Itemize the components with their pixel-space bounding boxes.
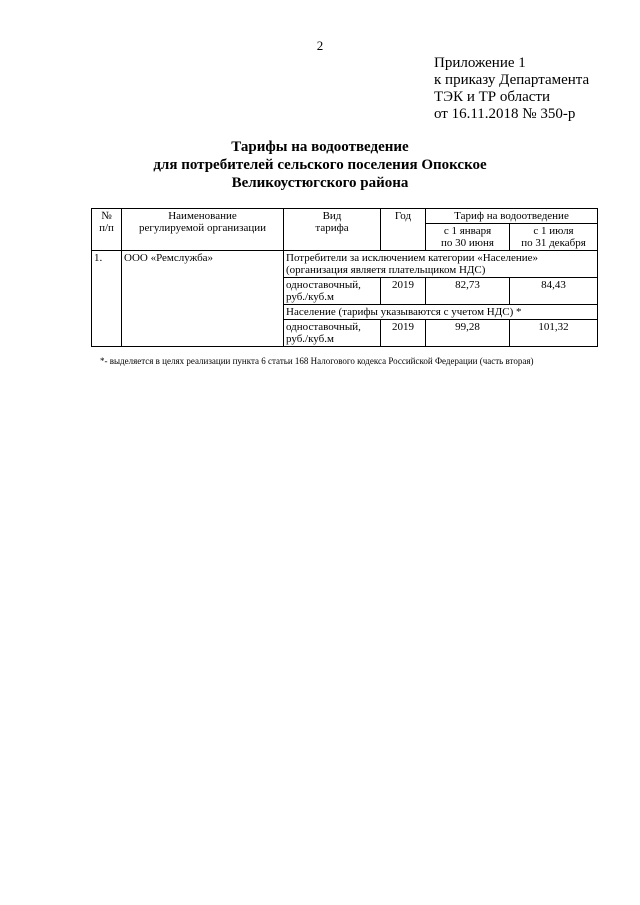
group-2-tariff-type-line-1: одноставочный,	[286, 321, 361, 333]
header-period-2-line-2: по 31 декабря	[521, 237, 586, 249]
appendix-line-4: от 16.11.2018 № 350-р	[434, 106, 576, 122]
header-number-line-2: п/п	[99, 222, 114, 234]
group-2-label: Население (тарифы указываются с учетом НДС) *	[284, 305, 598, 320]
title-line-2: для потребителей сельского поселения Опокское	[153, 157, 487, 173]
appendix-block	[434, 55, 589, 123]
group-1-tariff-type-line-2: руб./куб.м	[286, 291, 334, 303]
header-period-1-line-1: с 1 января	[443, 225, 492, 237]
title-line-3: Великоустюгского района	[231, 175, 409, 191]
tariff-table	[91, 208, 598, 347]
group-1-year: 2019	[381, 278, 426, 305]
header-tariff-type	[284, 209, 381, 251]
header-organization-line-1: Наименование	[168, 210, 237, 222]
appendix-line-2: к приказу Департамента	[434, 72, 590, 88]
group-1-label	[284, 251, 598, 278]
appendix-line-3: ТЭК и ТР области	[434, 89, 550, 105]
header-tariff-type-line-1: Вид	[322, 210, 342, 222]
appendix-line-1: Приложение 1	[434, 55, 526, 71]
header-organization	[122, 209, 284, 251]
header-tariff-type-line-2: тарифа	[315, 222, 349, 234]
header-period-2-line-1: с 1 июля	[533, 225, 574, 237]
group-1-label-line-1: Потребители за исключением категории «Население»	[286, 252, 539, 264]
header-year: Год	[381, 209, 426, 251]
document-title	[0, 138, 640, 192]
group-1-tariff-type-line-1: одноставочный,	[286, 279, 361, 291]
table-row	[92, 251, 598, 278]
group-1-label-line-2: (организация являетя плательщиком НДС)	[286, 264, 486, 276]
header-tariff-group: Тариф на водоотведение	[426, 209, 598, 224]
title-line-1: Тарифы на водоотведение	[231, 139, 409, 155]
footnote: *- выделяется в целях реализации пункта 6 статьи 168 Налогового кодекса Российской Федерации (часть вторая)	[100, 356, 534, 366]
header-period-1	[426, 224, 510, 251]
header-period-2	[510, 224, 598, 251]
group-2-tariff-type	[284, 320, 381, 347]
group-1-value-1: 82,73	[426, 278, 510, 305]
group-2-value-1: 99,28	[426, 320, 510, 347]
row-organization: ООО «Ремслужба»	[122, 251, 284, 347]
header-period-1-line-2: по 30 июня	[441, 237, 494, 249]
row-number: 1.	[92, 251, 122, 347]
header-organization-line-2: регулируемой организации	[138, 222, 267, 234]
group-2-value-2: 101,32	[510, 320, 598, 347]
page-number: 2	[316, 38, 324, 53]
table-header-row	[92, 209, 598, 224]
header-number	[92, 209, 122, 251]
group-2-tariff-type-line-2: руб./куб.м	[286, 333, 334, 345]
group-2-year: 2019	[381, 320, 426, 347]
group-1-value-2: 84,43	[510, 278, 598, 305]
header-number-line-1: №	[101, 210, 112, 222]
group-1-tariff-type	[284, 278, 381, 305]
